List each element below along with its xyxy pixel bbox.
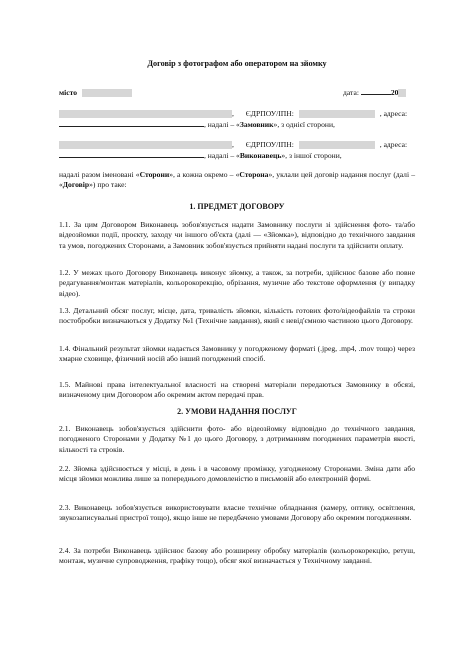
contractor-line-1: , ЄДРПОУ/ІПН: , адреса: (59, 140, 407, 149)
customer-suffix: », з однієї сторони, (273, 120, 335, 129)
customer-address-field[interactable] (59, 126, 204, 127)
date-label: дата: (343, 88, 361, 97)
contractor-prefix: , надалі – « (204, 151, 240, 160)
customer-role: Замовник (239, 120, 274, 129)
document-title: Договір з фотографом або оператором на зйомку (147, 59, 327, 68)
intro-paragraph (59, 170, 415, 191)
edrpou-label-1: ЄДРПОУ/ІПН: (245, 109, 294, 118)
section-1-heading: 1. ПРЕДМЕТ ДОГОВОРУ (189, 202, 285, 211)
customer-prefix: , надалі – « (204, 120, 240, 129)
intro-bold-3: Договір (62, 180, 90, 190)
clause-2-3: 2.3. Виконавець зобов'язується використовувати власне технічне обладнання (камеру, оптику, освітлення, звукозаписувальні пристрої тощо), якщо інше не передбачено умовами Договору або окремим погодженням. (59, 503, 415, 523)
clause-1-3: 1.3. Детальний обсяг послуг, місце, дата, тривалість зйомки, кількість готових фото/відеофайлів та строки постобробки визначаються у Додатку №1 (Технічне завдання), який є невід'ємною частиною цього Договору. (59, 306, 415, 326)
customer-line-1: , ЄДРПОУ/ІПН: , адреса: (59, 109, 407, 118)
section-2-heading: 2. УМОВИ НАДАННЯ ПОСЛУГ (177, 407, 297, 416)
contractor-edrpou-field[interactable] (299, 141, 375, 149)
clause-2-2: 2.2. Зйомка здійснюється у місці, в день і в часовому проміжку, узгодженому Сторонами. Зміна дати або місця зйомки можлива лише за попереднього домовленістю в письмовій або електронній формі. (59, 464, 415, 484)
customer-name-field[interactable] (59, 110, 232, 118)
year-field[interactable] (398, 89, 406, 97)
contractor-name-field[interactable] (59, 141, 232, 149)
customer-edrpou-field[interactable] (299, 110, 375, 118)
intro-part-2: », а кожна окремо – « (169, 170, 240, 179)
intro-part-4: ») про таке: (89, 180, 127, 190)
date-day-month-field[interactable] (361, 94, 391, 95)
clause-1-5: 1.5. Майнові права інтелектуальної власності на створені матеріали передаються Замовнику в обсязі, визначеному цим Договором або окремим актом передачі прав. (59, 380, 415, 400)
date-line (343, 88, 406, 97)
address-label-2: , адреса: (379, 140, 408, 149)
intro-part-3: », уклали цей договір надання послуг (далі – « (59, 170, 415, 190)
contractor-suffix: », з іншої сторони, (281, 151, 342, 160)
customer-line-2 (59, 120, 335, 129)
clause-2-1: 2.1. Виконавець зобов'язується здійснити фото- або відеозйомку відповідно до технічного завдання, погодженого Сторонами у Додатку №1 до цього Договору, з дотриманням погоджених параметрів якості, кількості та строків. (59, 424, 415, 454)
city-label: місто (59, 88, 78, 97)
intro-bold-1: Сторони (139, 170, 170, 179)
contractor-address-field[interactable] (59, 157, 204, 158)
address-label-1: , адреса: (379, 109, 408, 118)
clause-2-4: 2.4. За потреби Виконавець здійснює базову або розширену обробку матеріалів (кольорокорекцію, ретуш, монтаж, музичне супроводження, графіку тощо), обсяг якої визначається у Технічному завданні. (59, 546, 415, 566)
city-line (59, 88, 132, 97)
year-prefix: 20 (390, 88, 399, 97)
edrpou-label-2: ЄДРПОУ/ІПН: (245, 140, 294, 149)
intro-part-1: надалі разом іменовані « (59, 170, 140, 179)
intro-bold-2: Сторона (239, 170, 269, 179)
clause-1-4: 1.4. Фінальний результат зйомки надається Замовнику у погодженому форматі (.jpeg, .mp4, .mov тощо) через хмарне сховище, фізичний носій або інший погоджений спосіб. (59, 344, 415, 364)
clause-1-2: 1.2. У межах цього Договору Виконавець виконує зйомку, а також, за потреби, здійснює базове або повне редагування/монтаж матеріалів, кольорокорекцію, обрізання, музичне або текстове оформлення (у випадку відео). (59, 268, 415, 298)
contractor-role: Виконавець (239, 151, 282, 160)
clause-1-1: 1.1. За цим Договором Виконавець зобов'язується надати Замовнику послуги зі здійснення фото- та/або відеозйомки події, проєкту, заходу чи іншого об'єкта (далі — «Зйомка»), відповідно до технічного завдання та умов, погоджених Сторонами, а Замовник зобов'язується прийняти надані послуги та здійснити оплату. (59, 220, 415, 250)
contractor-line-2 (59, 151, 342, 160)
city-field[interactable] (82, 89, 132, 97)
